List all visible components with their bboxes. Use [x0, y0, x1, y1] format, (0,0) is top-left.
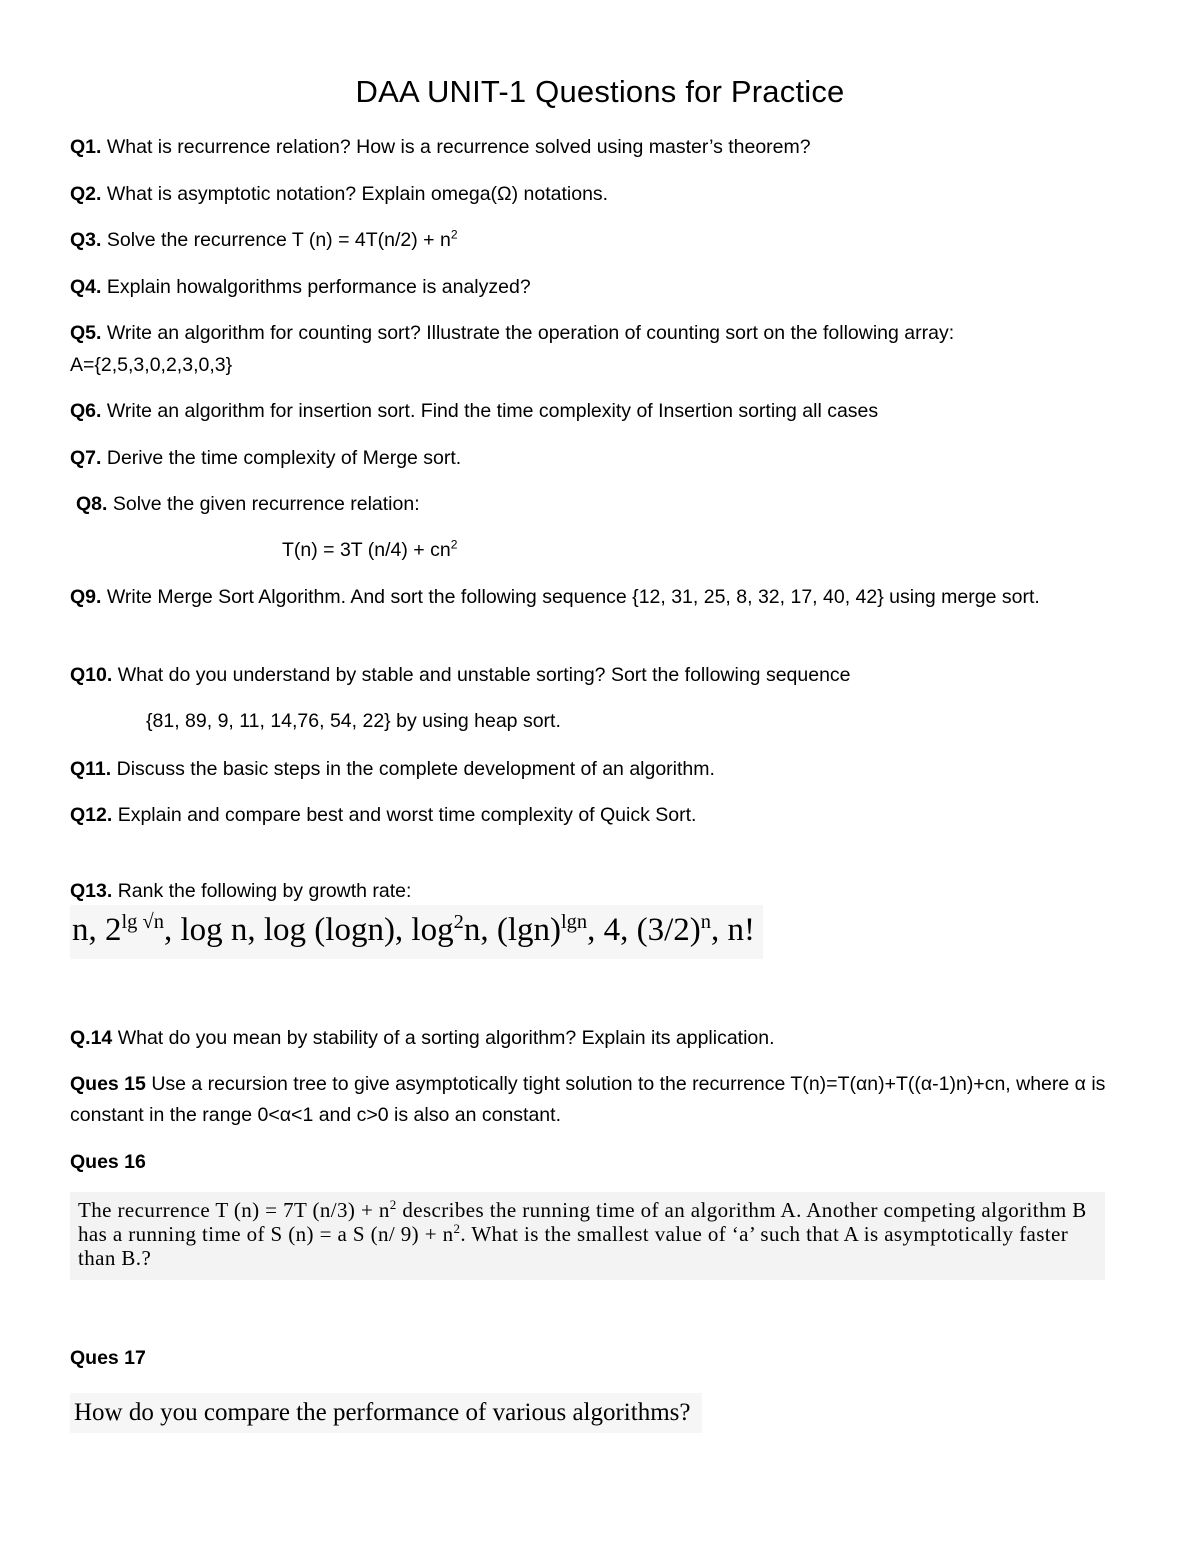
superscript: 2 [450, 537, 458, 552]
superscript: 2 [389, 1197, 397, 1212]
question-text: Discuss the basic steps in the complete development of an algorithm. [116, 758, 715, 780]
function-text: , 4, (3/2) [587, 912, 701, 948]
question-text: . What is the smallest value of ‘a’ such that A is asymptotically faster than B.? [78, 1222, 1069, 1270]
question-label: Q5. [70, 322, 102, 344]
question-label: Ques 16 [70, 1151, 146, 1173]
question-6 [70, 396, 1140, 427]
question-text: Write an algorithm for insertion sort. Find the time complexity of Insertion sorting all cases [106, 400, 879, 422]
question-5-array: A={2,5,3,0,2,3,0,3} [70, 354, 233, 376]
function-text: n, 2 [72, 912, 122, 948]
question-text: Explain howalgorithms performance is analyzed? [106, 276, 531, 298]
question-label: Q4. [70, 276, 102, 298]
question-14 [70, 1023, 1140, 1054]
question-label: Ques 17 [70, 1347, 146, 1369]
question-label: Q6. [70, 400, 102, 422]
question-label: Q2. [70, 183, 102, 205]
question-text: Explain and compare best and worst time complexity of Quick Sort. [117, 804, 697, 826]
question-text: Write Merge Sort Algorithm. And sort the following sequence {12, 31, 25, 8, 32, 17, 40, 42} using merge sort. [106, 586, 1040, 608]
question-17-image-text: How do you compare the performance of various algorithms? [70, 1393, 702, 1433]
question-label: Q1. [70, 136, 102, 158]
question-text: The recurrence T (n) = 7T (n/3) + n [78, 1198, 390, 1222]
question-13 [70, 876, 1140, 907]
function-text: n, (lgn) [463, 912, 561, 948]
question-text: What do you understand by stable and unstable sorting? Sort the following sequence [117, 664, 851, 686]
question-text: Rank the following by growth rate: [117, 880, 412, 902]
question-text: Derive the time complexity of Merge sort. [106, 447, 462, 469]
question-text: What do you mean by stability of a sorting algorithm? Explain its application. [117, 1027, 775, 1049]
question-10-sequence: {81, 89, 9, 11, 14,76, 54, 22} by using heap sort. [146, 710, 561, 732]
question-text: What is asymptotic notation? Explain omega(Ω) notations. [106, 183, 609, 205]
superscript: lgn [560, 911, 588, 933]
growth-functions-image [70, 905, 763, 959]
question-2 [70, 179, 1140, 210]
question-10 [70, 660, 1140, 691]
question-label: Q10. [70, 664, 113, 686]
question-11 [70, 754, 1140, 785]
question-label: Q13. [70, 880, 113, 902]
question-label: Q.14 [70, 1027, 113, 1049]
superscript: 2 [450, 227, 458, 242]
page-title: DAA UNIT-1 Questions for Practice [355, 74, 845, 109]
question-16-label [70, 1147, 1140, 1178]
question-text: Use a recursion tree to give asymptotically tight solution to the recurrence T(n)=T(αn)+T((α-1)n)+cn, where α is constant in the range 0<α<1 and c>0 is also an constant. [70, 1073, 1106, 1126]
question-1 [70, 132, 1140, 163]
question-text: Solve the given recurrence relation: [112, 493, 420, 515]
question-text: What is recurrence relation? How is a recurrence solved using master’s theorem? [106, 136, 811, 158]
superscript: 2 [453, 1221, 461, 1236]
question-label: Q9. [70, 586, 102, 608]
question-12 [70, 800, 1140, 831]
function-text: , log n, log (logn), log [163, 912, 454, 948]
question-text: describes the running time of an algorithm A. Another competing algorithm B has a running time of S (n) = a S (n/ 9) + n [78, 1198, 1087, 1246]
question-16-image-text [70, 1192, 1105, 1280]
question-8 [76, 489, 1146, 520]
question-label: Q11. [70, 758, 112, 780]
question-7 [70, 443, 1140, 474]
question-17-label [70, 1343, 1140, 1374]
question-label: Q3. [70, 229, 102, 251]
question-5 [70, 318, 1140, 349]
question-15 [70, 1069, 1150, 1131]
question-label: Q7. [70, 447, 102, 469]
question-text: Solve the recurrence T (n) = 4T(n/2) + n [106, 229, 451, 251]
superscript: n [700, 911, 711, 933]
question-9 [70, 582, 1140, 613]
superscript: 2 [453, 911, 464, 933]
question-8-equation [282, 535, 457, 566]
superscript: lg √n [121, 911, 164, 933]
question-4 [70, 272, 1140, 303]
question-text: Write an algorithm for counting sort? Illustrate the operation of counting sort on the following array: [106, 322, 955, 344]
question-label: Ques 15 [70, 1073, 146, 1095]
question-label: Q12. [70, 804, 113, 826]
question-label: Q8. [76, 493, 108, 515]
equation-text: T(n) = 3T (n/4) + cn [282, 539, 451, 561]
question-3 [70, 225, 1140, 256]
function-text: , n! [710, 912, 755, 948]
